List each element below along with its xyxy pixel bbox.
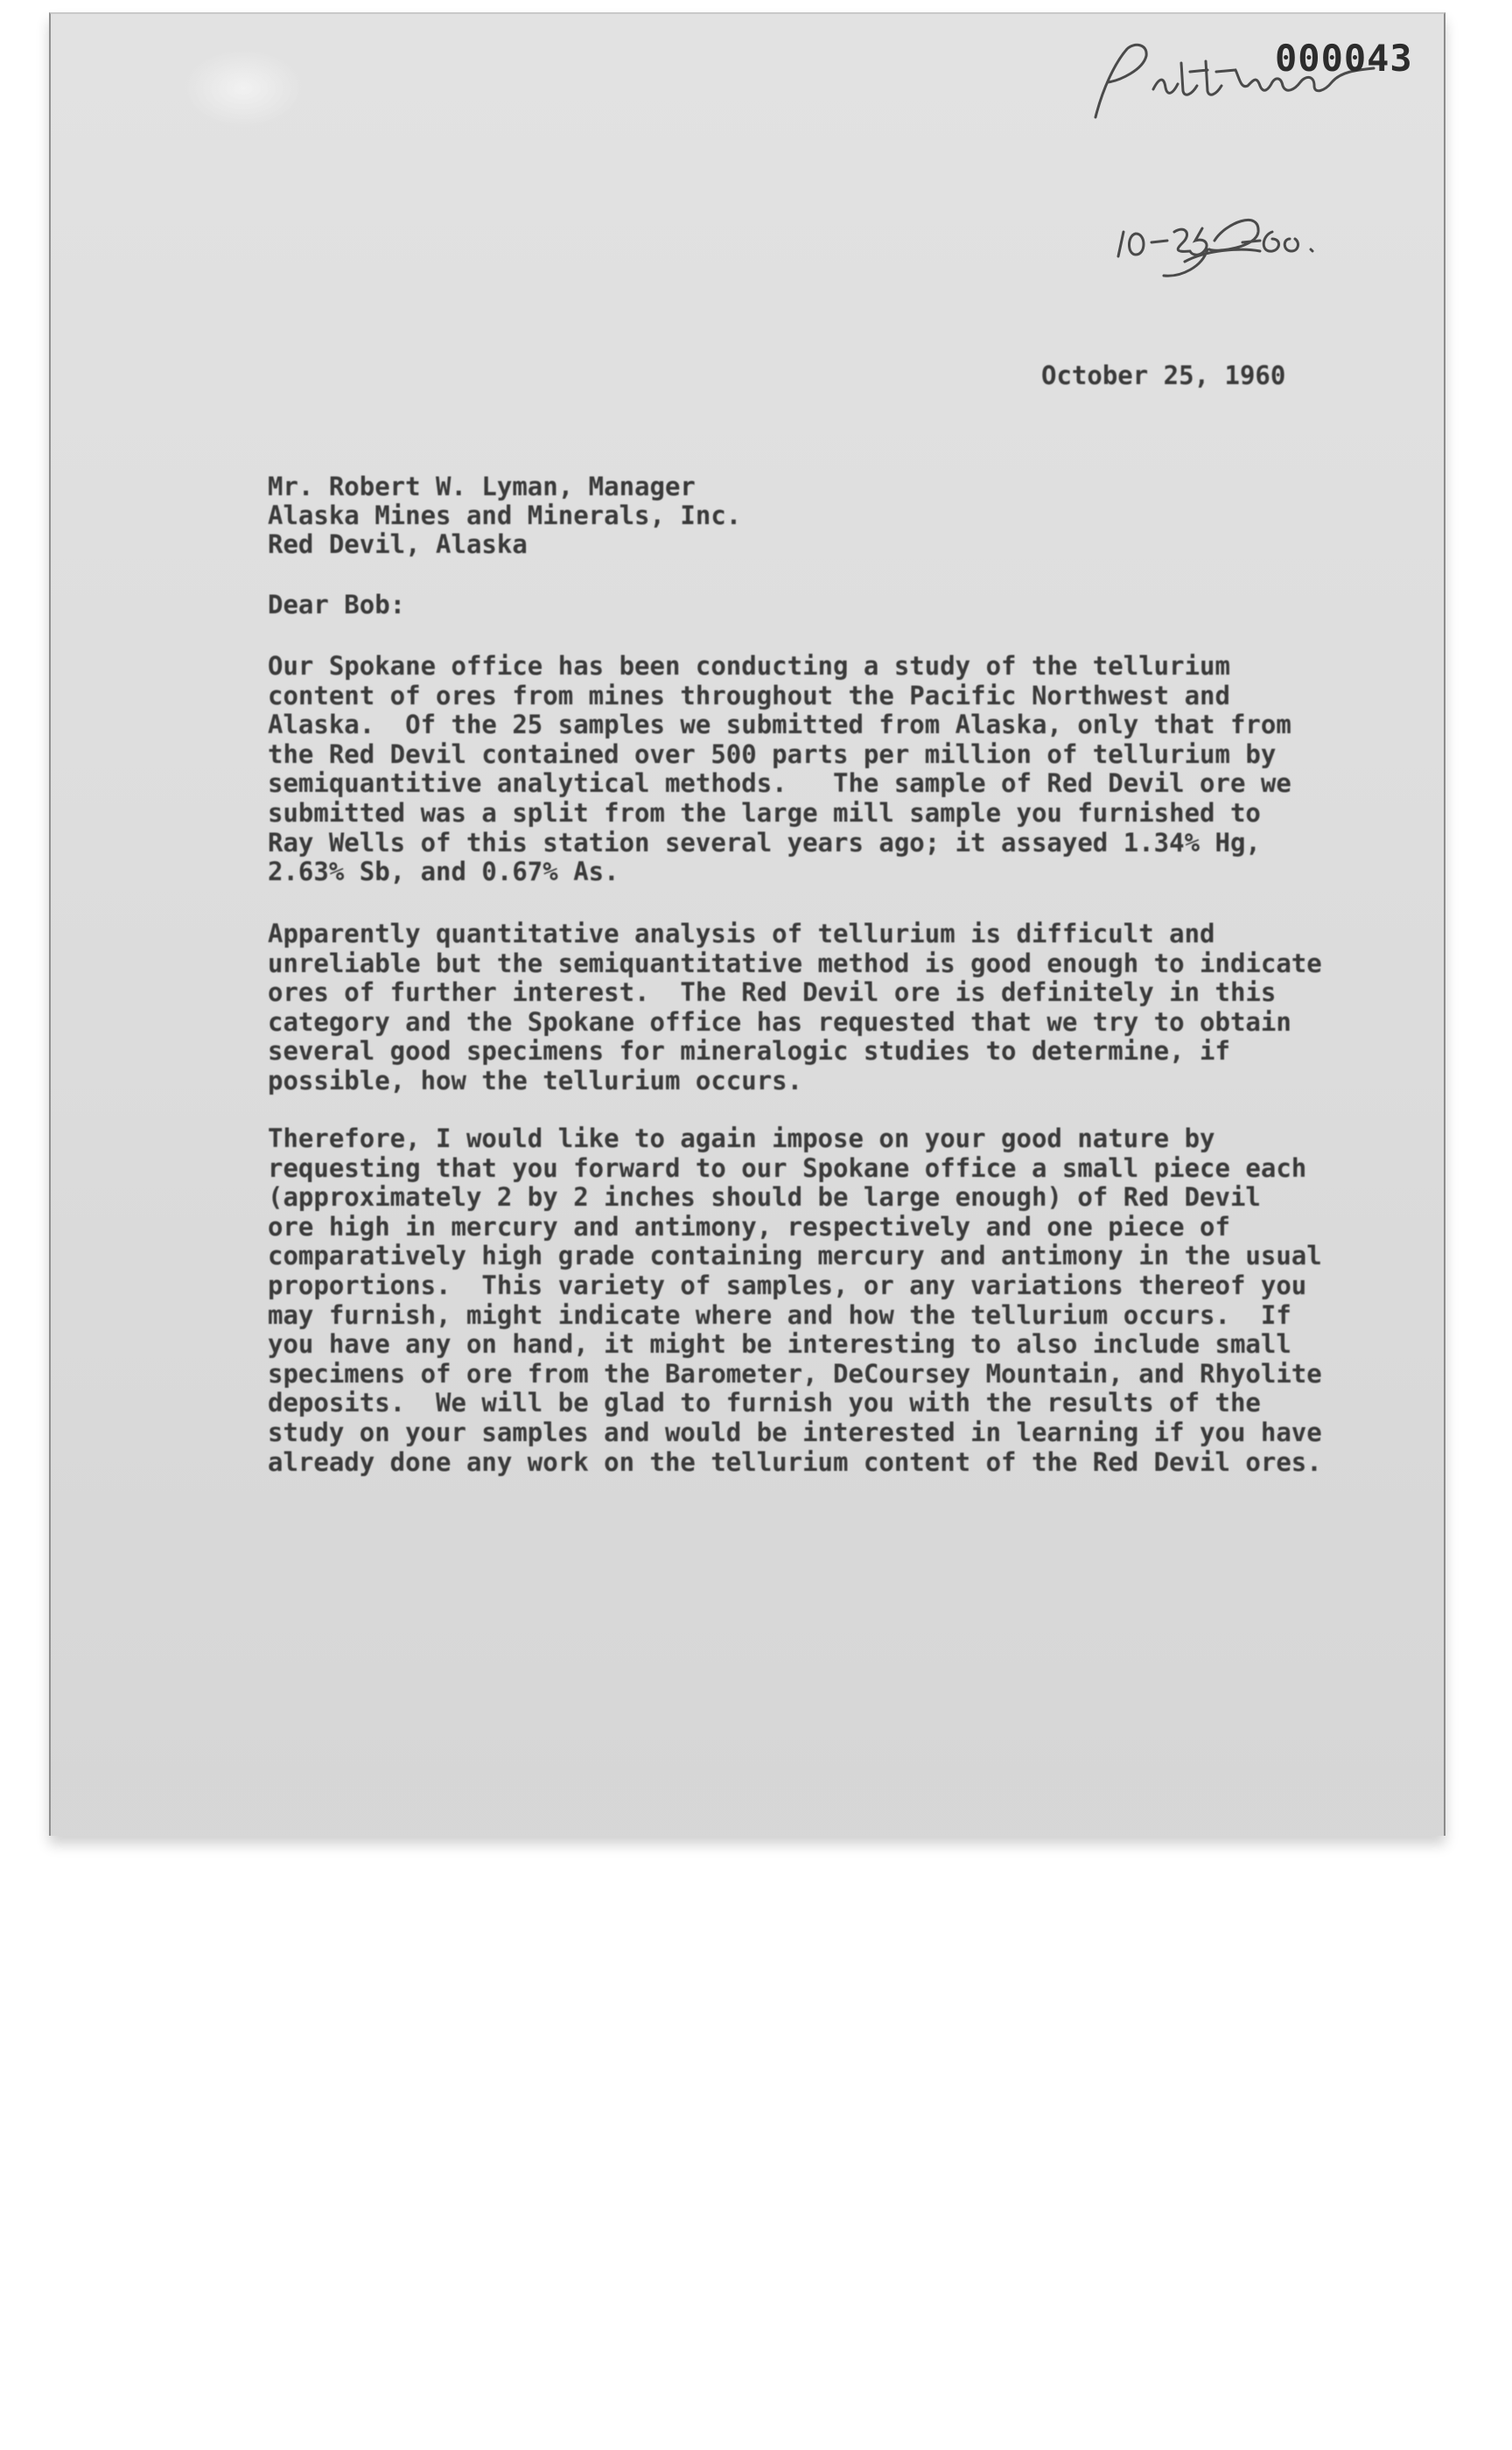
document-number: 000043 <box>1275 37 1413 80</box>
paragraph-line: deposits. We will be glad to furnish you with the results of the <box>268 1388 1261 1418</box>
paragraph-line: several good specimens for mineralogic studies to determine, if <box>268 1036 1230 1067</box>
paragraph-line: requesting that you forward to our Spokane office a small piece each <box>268 1152 1307 1183</box>
paragraph-line: ore high in mercury and antimony, respectively and one piece of <box>268 1211 1230 1242</box>
paragraph-line: proportions. This variety of samples, or any variations thereof you <box>268 1270 1307 1300</box>
paragraph-line: comparatively high grade containing mercury and antimony in the usual <box>268 1241 1322 1271</box>
paragraph-line: unreliable but the semiquantitative method is good enough to indicate <box>268 948 1322 978</box>
paragraph-line: semiquantitive analytical methods. The sample of Red Devil ore we <box>268 768 1292 799</box>
paragraph-line: Our Spokane office has been conducting a study of the tellurium <box>268 651 1230 681</box>
paragraph-line: you have any on hand, it might be interesting to also include small <box>268 1329 1292 1360</box>
paragraph-line: Therefore, I would like to again impose on your good nature by <box>268 1124 1215 1153</box>
paragraph-line: (approximately 2 by 2 inches should be large enough) of Red Devil <box>268 1182 1261 1213</box>
paragraph-line: submitted was a split from the large mill sample you furnished to <box>268 797 1261 828</box>
paragraph-line: ores of further interest. The Red Devil ore is definitely in this <box>268 977 1277 1008</box>
recipient-address <box>268 472 741 559</box>
scan-bottom-haze <box>51 1608 1444 1836</box>
body-paragraph-3 <box>268 1124 1322 1477</box>
paragraph-line: Ray Wells of this station several years ago; it assayed 1.34% Hg, <box>268 827 1261 858</box>
paragraph-line: possible, how the tellurium occurs. <box>268 1065 803 1096</box>
address-line: Red Devil, Alaska <box>268 529 528 559</box>
paragraph-line: specimens of ore from the Barometer, DeCoursey Mountain, and Rhyolite <box>268 1358 1322 1389</box>
paragraph-line: study on your samples and would be interested in learning if you have <box>268 1417 1322 1447</box>
paragraph-line: the Red Devil contained over 500 parts per million of tellurium by <box>268 738 1277 769</box>
paragraph-line: content of ores from mines throughout the Pacific Northwest and <box>268 680 1230 710</box>
paragraph-line: category and the Spokane office has requested that we try to obtain <box>268 1006 1292 1037</box>
paragraph-line: may furnish, might indicate where and how the tellurium occurs. If <box>268 1299 1292 1330</box>
scan-smudge <box>182 49 304 128</box>
paragraph-line: 2.63% Sb, and 0.67% As. <box>268 857 620 887</box>
address-line: Alaska Mines and Minerals, Inc. <box>268 500 742 530</box>
paragraph-line: Alaska. Of the 25 samples we submitted from Alaska, only that from <box>268 710 1292 740</box>
body-paragraph-1 <box>268 652 1292 887</box>
salutation: Dear Bob: <box>268 590 406 620</box>
paragraph-line: Apparently quantitative analysis of tellurium is difficult and <box>268 919 1215 948</box>
handwritten-date-mark <box>1111 197 1339 293</box>
letter-date: October 25, 1960 <box>1041 360 1286 390</box>
paragraph-line: already done any work on the tellurium content of the Red Devil ores. <box>268 1446 1322 1477</box>
address-line: Mr. Robert W. Lyman, Manager <box>268 472 696 501</box>
body-paragraph-2 <box>268 920 1322 1096</box>
